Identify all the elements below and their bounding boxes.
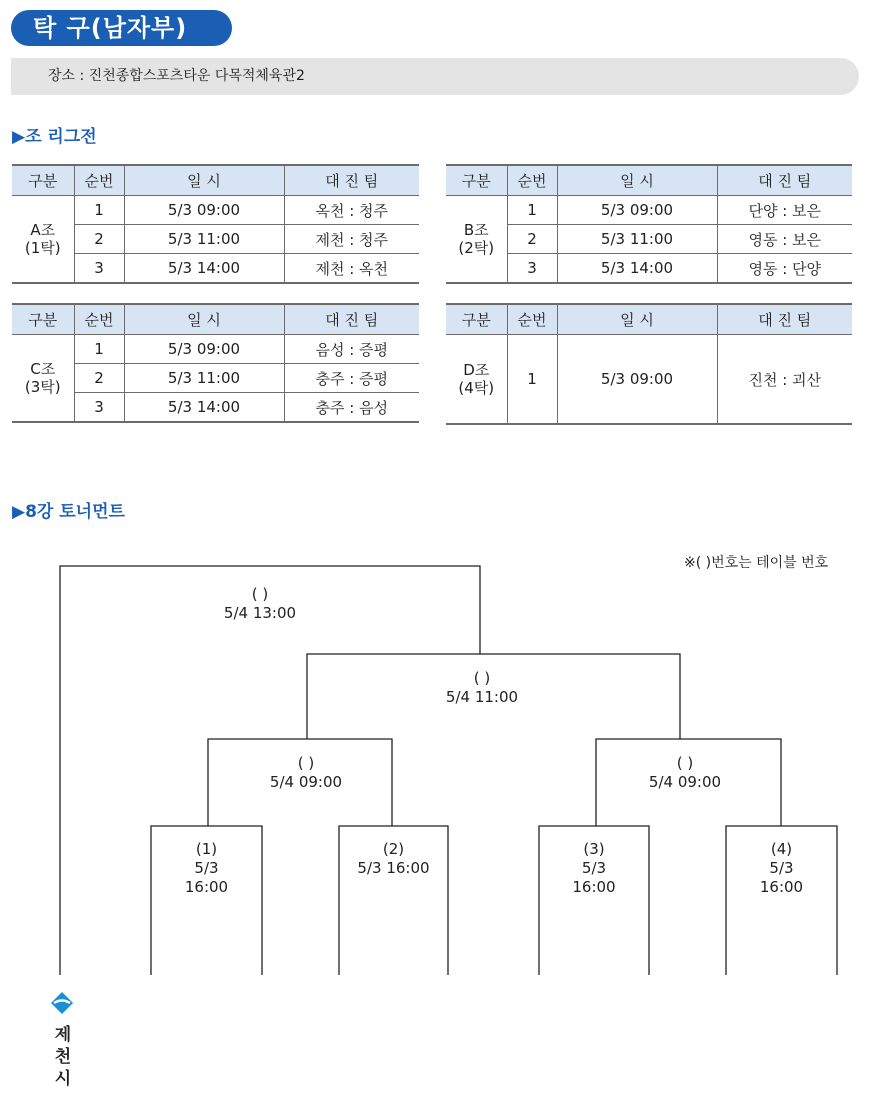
qf-left-table-no: ( ) [297,754,315,772]
logo-char: 천 [54,1047,72,1067]
time-cell: 5/3 09:00 [124,335,284,364]
section-league-heading: ▶조 리그전 [12,127,97,147]
header-matchup: 대 진 팀 [717,165,852,196]
order-cell: 1 [507,335,557,425]
order-cell: 2 [507,225,557,254]
r1-3-table-no: (3) [583,840,605,858]
semi-time: 5/4 11:00 [445,688,519,706]
time-cell: 5/3 09:00 [557,196,717,225]
r1-2-table-no: (2) [382,840,405,858]
header-division: 구분 [446,304,507,335]
final-table-no: ( ) [251,585,269,603]
time-cell: 5/3 09:00 [124,196,284,225]
header-order: 순번 [507,304,557,335]
r1-4-time: 16:00 [759,878,804,896]
match-cell: 옥천 : 청주 [284,196,419,225]
order-cell: 1 [74,196,124,225]
qf-left-time: 5/4 09:00 [269,773,343,791]
semi-match-label [422,669,542,707]
match-cell: 영동 : 단양 [717,254,852,284]
logo-char: 제 [54,1025,72,1045]
final-match-label [200,585,320,623]
r1-match-2-label [339,840,448,878]
time-cell: 5/3 14:00 [124,393,284,423]
group-label: B조 [463,221,489,239]
time-cell: 5/3 11:00 [124,364,284,393]
match-cell: 단양 : 보은 [717,196,852,225]
header-division: 구분 [12,304,74,335]
header-order: 순번 [74,304,124,335]
order-cell: 2 [74,364,124,393]
r1-1-date: 5/3 [194,859,219,877]
group-label: A조 [30,221,56,239]
order-cell: 3 [74,393,124,423]
r1-match-1-label [151,840,262,897]
r1-3-time: 16:00 [572,878,616,896]
semi-table-no: ( ) [473,669,491,687]
match-cell: 제천 : 옥천 [284,254,419,284]
page-title: 탁 구(남자부) [11,10,232,46]
header-matchup: 대 진 팀 [717,304,852,335]
match-cell: 충주 : 증평 [284,364,419,393]
group-table-no: (3탁) [24,378,61,396]
r1-2-date: 5/3 16:00 [357,859,430,877]
qf-left-match-label [246,754,366,792]
group-table-no: (2탁) [458,239,495,257]
match-cell: 음성 : 증평 [284,335,419,364]
section-tournament-heading: ▶8강 토너먼트 [12,502,125,522]
order-cell: 2 [74,225,124,254]
qf-right-time: 5/4 09:00 [648,773,722,791]
logo-char: 시 [54,1069,72,1089]
logo-wordmark [52,1024,74,1090]
match-cell: 영동 : 보은 [717,225,852,254]
group-table-no: (1탁) [24,239,61,257]
header-division: 구분 [12,165,74,196]
time-cell: 5/3 14:00 [124,254,284,284]
match-cell: 제천 : 청주 [284,225,419,254]
group-label: D조 [463,361,490,379]
group-label: C조 [30,360,56,378]
time-cell: 5/3 11:00 [124,225,284,254]
order-cell: 3 [507,254,557,284]
header-datetime: 일 시 [557,304,717,335]
header-datetime: 일 시 [124,304,284,335]
group-table-no: (4탁) [458,379,495,397]
r1-4-date: 5/3 [769,859,794,877]
qf-right-table-no: ( ) [676,754,694,772]
r1-match-4-label [726,840,837,897]
header-division: 구분 [446,165,507,196]
header-matchup: 대 진 팀 [284,304,419,335]
time-cell: 5/3 14:00 [557,254,717,284]
time-cell: 5/3 09:00 [557,335,717,425]
r1-3-date: 5/3 [581,859,607,877]
venue-text: 장소 : 진천종합스포츠타운 다목적체육관2 [48,68,305,84]
r1-1-table-no: (1) [195,840,218,858]
order-cell: 3 [74,254,124,284]
qf-right-match-label [625,754,745,792]
match-cell: 진천 : 괴산 [717,335,852,425]
header-order: 순번 [74,165,124,196]
r1-match-3-label [539,840,649,897]
header-matchup: 대 진 팀 [284,165,419,196]
match-cell: 충주 : 음성 [284,393,419,423]
header-datetime: 일 시 [557,165,717,196]
jecheon-logo-icon [49,990,75,1016]
header-order: 순번 [507,165,557,196]
r1-1-time: 16:00 [184,878,229,896]
header-datetime: 일 시 [124,165,284,196]
order-cell: 1 [74,335,124,364]
order-cell: 1 [507,196,557,225]
table-number-note: ※( )번호는 테이블 번호 [684,555,829,571]
final-time: 5/4 13:00 [223,604,297,622]
r1-4-table-no: (4) [770,840,793,858]
time-cell: 5/3 11:00 [557,225,717,254]
